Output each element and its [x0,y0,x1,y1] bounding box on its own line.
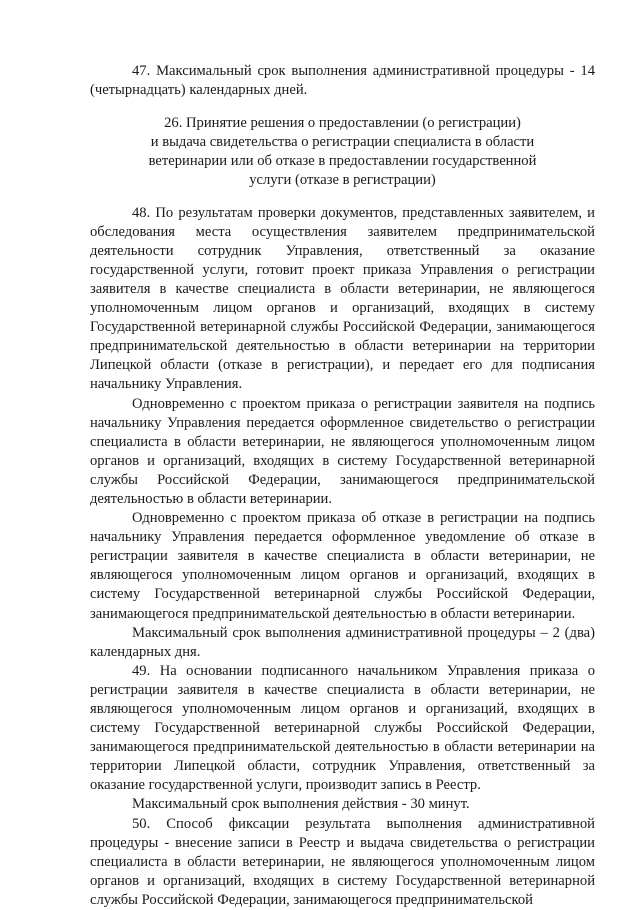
heading-line: услуги (отказе в регистрации) [249,172,436,189]
document-page [90,62,595,910]
heading-line: 26. Принятие решения о предоставлении (о регистрации) [164,115,521,132]
paragraph-48: 48. По результатам проверки документов, представленных заявителем, и обследования места осуществления заявителем предпринимательской деятельности сотрудник Управления, ответственный за оказание государственной услуги, готовит проект приказа Управления о регистрации заявителя в качестве специалиста в области ветеринарии, не являющегося уполномоченным лицом органов и организаций, входящих в систему Государственной ветеринарной службы Российской Федерации, занимающегося предпринимательской деятельностью в области ветеринарии на территории Липецкой области (отказе в регистрации), и передает его для подписания начальнику Управления. [90,204,595,393]
section-heading [90,114,595,190]
paragraph-registration-certificate: Одновременно с проектом приказа о регистрации заявителя на подпись начальнику Управления передается оформленное свидетельство о регистрации специалиста в области ветеринарии, не являющегося уполномоченным лицом органов и организаций, входящих в систему Государственной ветеринарной службы Российской Федерации, занимающегося предпринимательской деятельностью в области ветеринарии. [90,395,595,507]
paragraph-deadline-2-days: Максимальный срок выполнения административной процедуры – 2 (два) календарных дня. [90,624,595,660]
paragraph-49: 49. На основании подписанного начальником Управления приказа о регистрации заявителя в качестве специалиста в области ветеринарии, не являющегося уполномоченным лицом органов и организаций, входящих в систему Государственной ветеринарной службы Российской Федерации, занимающегося предпринимательской деятельностью в области ветеринарии на территории Липецкой области, сотрудник Управления, ответственный за оказание государственной услуги, производит запись в Реестр. [90,662,595,794]
paragraph-47: 47. Максимальный срок выполнения административной процедуры - 14 (четырнадцать) календарных дней. [90,63,595,99]
paragraph-deadline-30-min: Максимальный срок выполнения действия - 30 минут. [132,796,470,813]
heading-line: ветеринарии или об отказе в предоставлении государственной [148,153,537,170]
paragraph-50: 50. Способ фиксации результата выполнения административной процедуры - внесение записи в Реестр и выдача свидетельства о регистрации специалиста в области ветеринарии, не являющегося уполномоченным лицом органов и организаций, входящих в систему Государственной ветеринарной службы Российской Федерации, занимающегося предпринимательской [90,815,595,908]
heading-line: и выдача свидетельства о регистрации специалиста в области [150,134,535,151]
paragraph-refusal-notice: Одновременно с проектом приказа об отказе в регистрации на подпись начальнику Управления передается оформленное уведомление об отказе в регистрации заявителя в качестве специалиста в области ветеринарии, не являющегося уполномоченным лицом органов и организаций, входящих в систему Государственной ветеринарной службы Российской Федерации, занимающегося предпринимательской деятельностью в области ветеринарии. [90,510,595,622]
